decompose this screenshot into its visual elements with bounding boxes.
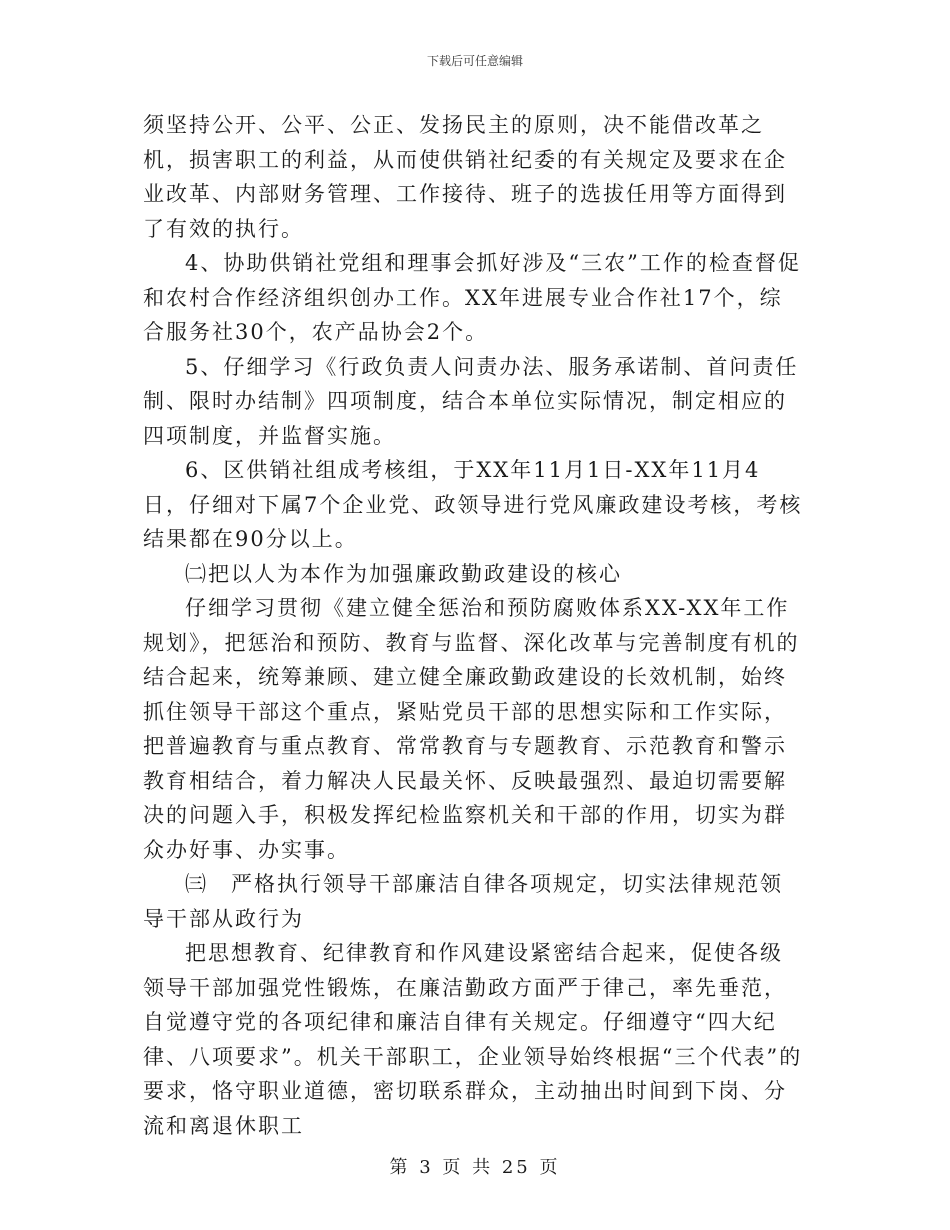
paragraph-item-4: 4、协助供销社党组和理事会抓好涉及“三农”工作的检查督促和农村合作经济组织创办工作。XX年进展专业合作社17个，综合服务社30个，农产品协会2个。 — [143, 251, 801, 344]
paragraph-item-5: 5、仔细学习《行政负责人问责办法、服务承诺制、首问责任制、限时办结制》四项制度，结合本单位实际情况，制定相应的四项制度，并监督实施。 — [143, 354, 799, 448]
page-number-footer: 第 3 页 共 25 页 — [389, 1157, 561, 1178]
document-body — [143, 108, 803, 1143]
section-heading-3: ㈢ 严格执行领导干部廉洁自律各项规定，切实法律规范领导干部从政行为 — [143, 872, 783, 931]
page-header-note: 下载后可任意编辑 — [426, 54, 523, 68]
paragraph-item-6: 6、区供销社组成考核组，于XX年11月1日-XX年11月4日，仔细对下属7个企业党、政领导进行党风廉政建设考核，考核结果都在90分以上。 — [143, 458, 803, 551]
paragraph-continuation: 须坚持公开、公平、公正、发扬民主的原则，决不能借改革之机，损害职工的利益，从而使供销社纪委的有关规定及要求在企业改革、内部财务管理、工作接待、班子的选拔任用等方面得到了有效的执行。 — [143, 113, 787, 241]
section-heading-2: ㈡把以人为本作为加强廉政勤政建设的核心 — [185, 561, 622, 586]
paragraph-section-3-body: 把思想教育、纪律教育和作风建设紧密结合起来，促使各级领导干部加强党性锻炼，在廉洁勤政方面严于律己，率先垂范，自觉遵守党的各项纪律和廉洁自律有关规定。仔细遵守“四大纪律、八项要求”。机关干部职工，企业领导始终根据“三个代表”的要求，恪守职业道德，密切联系群众，主动抽出时间到下岗、分流和离退休职工 — [143, 941, 803, 1138]
paragraph-section-2-body: 仔细学习贯彻《建立健全惩治和预防腐败体系XX-XX年工作规划》，把惩治和预防、教育与监督、深化改革与完善制度有机的结合起来，统筹兼顾、建立健全廉政勤政建设的长效机制，始终抓住领导干部这个重点，紧贴党员干部的思想实际和工作实际，把普遍教育与重点教育、常常教育与专题教育、示范教育和警示教育相结合，着力解决人民最关怀、反映最强烈、最迫切需要解决的问题入手，积极发挥纪检监察机关和干部的作用，切实为群众办好事、办实事。 — [143, 596, 800, 862]
